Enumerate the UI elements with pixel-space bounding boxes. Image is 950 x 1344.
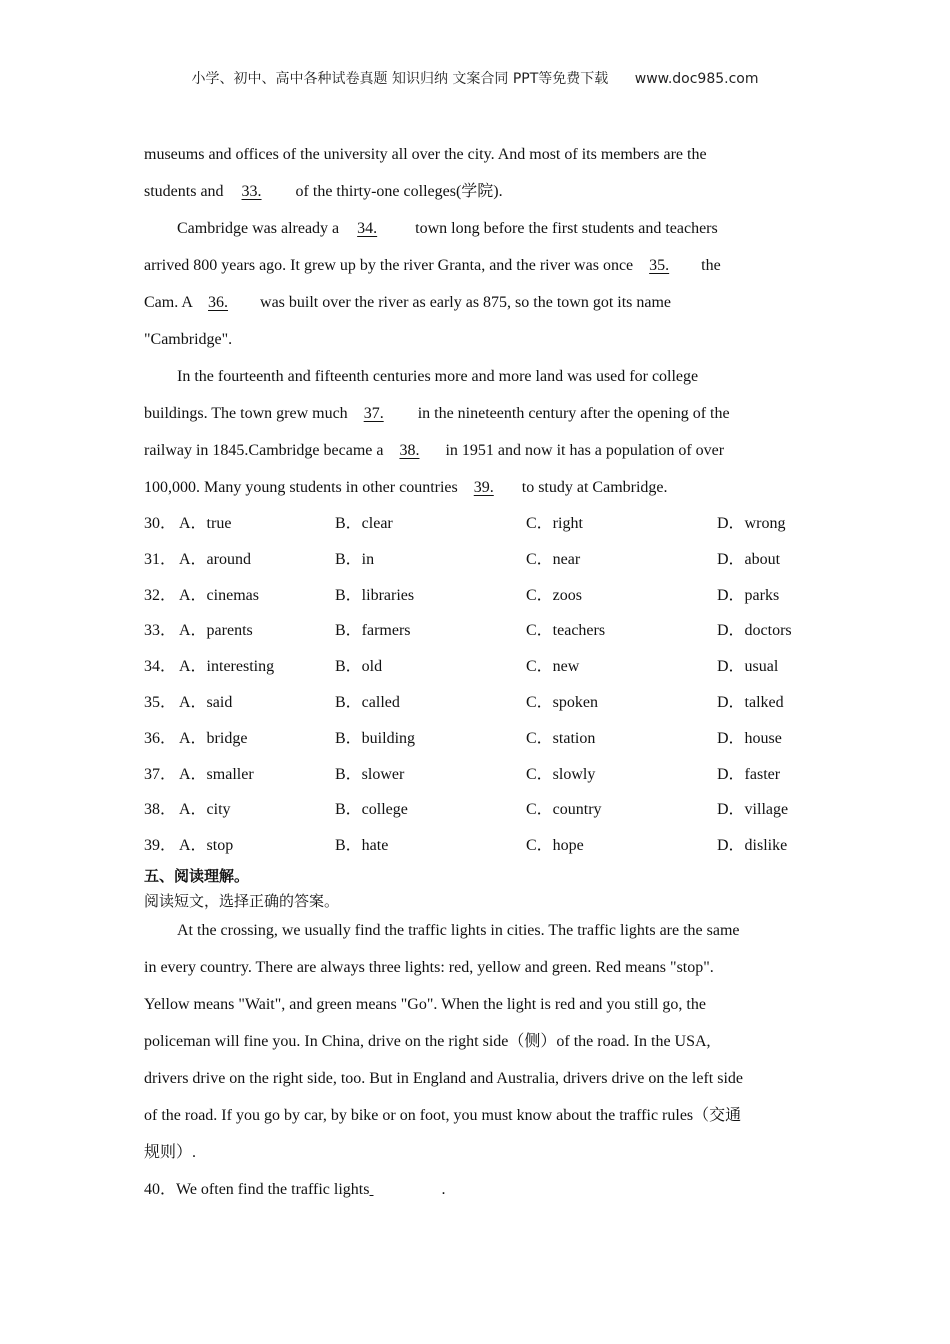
option-c[interactable]: C．right (526, 515, 583, 532)
passage-line: policeman will fine you. In China, drive on the right side（侧）of the road. In the USA, (144, 1032, 711, 1050)
passage-cambridge (144, 142, 808, 512)
question-number: 38． (144, 801, 177, 819)
option-a[interactable]: A．around (179, 550, 251, 568)
passage-line: of the road. If you go by car, by bike or on foot, you must know about the traffic rules（交通 (144, 1106, 742, 1124)
question-number: 34． (144, 658, 177, 676)
question-row (144, 798, 808, 834)
option-b[interactable]: B．clear (335, 515, 393, 532)
page-header (0, 68, 950, 88)
option-a[interactable]: A．parents (179, 622, 253, 640)
passage-traffic-lights (144, 918, 808, 1177)
blank-39[interactable]: 39. (473, 479, 494, 496)
passage-line: Yellow means "Wait", and green means "Go". When the light is red and you still go, the (144, 995, 706, 1013)
option-b[interactable]: B．slower (335, 765, 405, 783)
question-number: 35． (144, 693, 177, 711)
section-instruction: 阅读短文，选择正确的答案。 (144, 891, 340, 910)
option-a[interactable]: A．said (179, 693, 233, 711)
answer-blank-40[interactable] (369, 1177, 441, 1203)
question-row (144, 512, 808, 548)
option-c[interactable]: C．spoken (526, 693, 599, 711)
passage-line: Cambridge was already a 34. town long before the first students and teachers (144, 216, 808, 253)
passage-line: in every country. There are always three lights: red, yellow and green. Red means "stop". (144, 958, 714, 976)
question-row (144, 619, 808, 655)
option-a[interactable]: A．interesting (179, 658, 275, 676)
question-40: 40．We often find the traffic lights . (144, 1177, 808, 1207)
option-b[interactable]: B．college (335, 801, 408, 819)
option-c[interactable]: C．country (526, 801, 602, 819)
option-d[interactable]: D．parks (717, 586, 780, 604)
option-d[interactable]: D．faster (717, 765, 781, 783)
passage-line: railway in 1845.Cambridge became a 38. in 1951 and now it has a population of over (144, 438, 808, 475)
question-list (144, 512, 808, 870)
option-d[interactable]: D．dislike (717, 837, 788, 855)
option-d[interactable]: D．village (717, 801, 789, 819)
option-b[interactable]: B．farmers (335, 622, 411, 640)
question-number: 31． (144, 550, 177, 568)
passage-line: museums and offices of the university all over the city. And most of its members are the (144, 146, 707, 163)
passage-line: "Cambridge". (144, 331, 233, 348)
passage-line: buildings. The town grew much 37. in the nineteenth century after the opening of the (144, 401, 808, 438)
passage-line: In the fourteenth and fifteenth centuries more and more land was used for college (177, 368, 699, 385)
option-b[interactable]: B．libraries (335, 586, 415, 604)
option-b[interactable]: B．called (335, 693, 400, 711)
blank-33[interactable]: 33. (241, 183, 262, 200)
option-b[interactable]: B．building (335, 729, 416, 747)
option-b[interactable]: B．old (335, 658, 383, 676)
question-number: 33． (144, 622, 177, 640)
option-c[interactable]: C．slowly (526, 765, 596, 783)
passage-line: drivers drive on the right side, too. But in England and Australia, drivers drive on the left side (144, 1069, 743, 1087)
option-c[interactable]: C．hope (526, 837, 584, 855)
passage-line: 规则）. (144, 1143, 197, 1161)
passage-line: 100,000. Many young students in other countries 39. to study at Cambridge. (144, 475, 808, 512)
option-c[interactable]: C．teachers (526, 622, 606, 640)
option-a[interactable]: A．smaller (179, 765, 254, 783)
option-c[interactable]: C．station (526, 729, 596, 747)
question-row (144, 763, 808, 799)
option-d[interactable]: D．house (717, 729, 782, 747)
document-content (144, 142, 808, 1207)
header-text: 小学、初中、高中各种试卷真题 知识归纳 文案合同 PPT等免费下载 (191, 71, 609, 87)
blank-34[interactable]: 34. (357, 220, 378, 237)
question-number: 32． (144, 586, 177, 604)
option-c[interactable]: C．zoos (526, 586, 583, 604)
option-a[interactable]: A．stop (179, 837, 234, 855)
option-c[interactable]: C．new (526, 658, 580, 676)
blank-36[interactable]: 36. (208, 294, 229, 311)
option-d[interactable]: D．usual (717, 658, 779, 676)
passage-line: arrived 800 years ago. It grew up by the river Granta, and the river was once 35. the (144, 253, 808, 290)
passage-line: At the crossing, we usually find the traffic lights in cities. The traffic lights are the same (177, 921, 740, 939)
question-number: 37． (144, 765, 177, 783)
question-number: 39． (144, 837, 177, 855)
passage-line: Cam. A 36. was built over the river as early as 875, so the town got its name (144, 290, 808, 327)
question-number: 36． (144, 729, 177, 747)
blank-37[interactable]: 37. (363, 405, 384, 422)
option-d[interactable]: D．talked (717, 693, 784, 711)
question-row (144, 548, 808, 584)
header-site-link[interactable]: www.doc985.com (634, 71, 759, 87)
question-row (144, 834, 808, 870)
option-b[interactable]: B．in (335, 550, 375, 568)
option-d[interactable]: D．about (717, 550, 781, 568)
question-row (144, 727, 808, 763)
option-b[interactable]: B．hate (335, 837, 389, 855)
blank-38[interactable]: 38. (399, 442, 420, 459)
blank-35[interactable]: 35. (649, 257, 670, 274)
option-d[interactable]: D．wrong (717, 515, 786, 532)
question-row (144, 584, 808, 620)
option-c[interactable]: C．near (526, 550, 581, 568)
question-row (144, 691, 808, 727)
option-a[interactable]: A．city (179, 801, 231, 819)
section-title: 五、阅读理解。 (144, 866, 250, 885)
question-row (144, 655, 808, 691)
option-a[interactable]: A．cinemas (179, 586, 259, 604)
option-a[interactable]: A．true (179, 515, 232, 532)
passage-line: students and 33. of the thirty-one colleges(学院). (144, 179, 808, 216)
option-a[interactable]: A．bridge (179, 729, 248, 747)
question-number: 30． (144, 515, 177, 532)
option-d[interactable]: D．doctors (717, 622, 792, 640)
